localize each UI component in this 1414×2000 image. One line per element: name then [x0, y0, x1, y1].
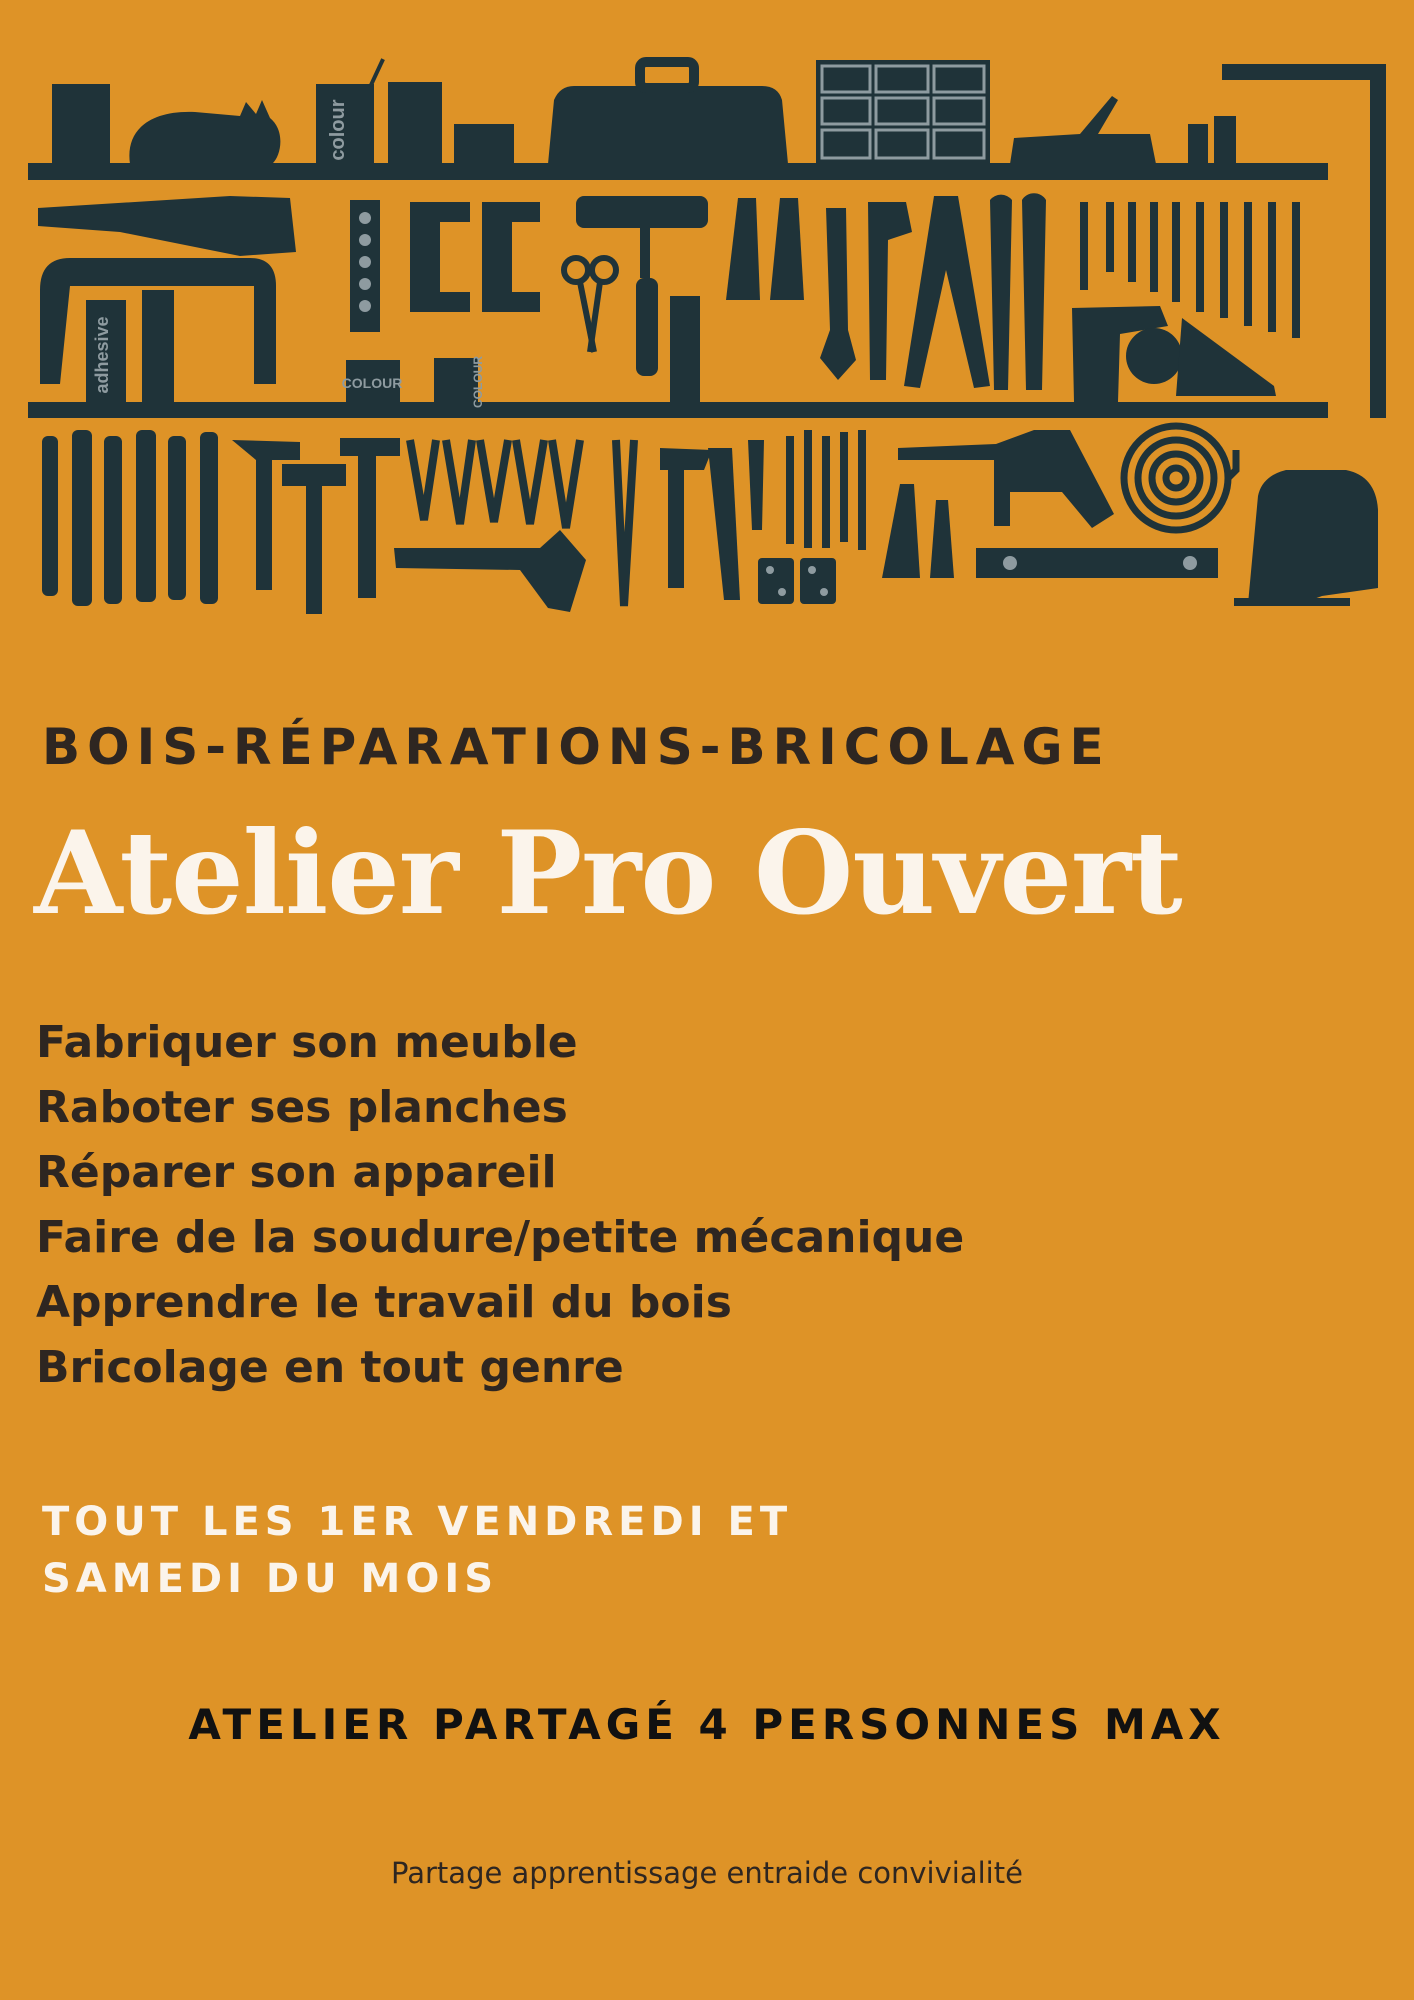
brush-icon: [726, 198, 760, 300]
pipe-wrench-icon: [868, 202, 912, 380]
chisel-set-icon: [42, 430, 218, 606]
activity-item: Bricolage en tout genre: [36, 1342, 624, 1393]
wrench-icon: [1022, 193, 1046, 390]
brush-icon: [770, 198, 804, 300]
tape-icon: [1126, 328, 1182, 384]
extension-cord-icon: [1124, 426, 1236, 530]
scissors-icon: [564, 258, 616, 352]
colour-label-3: COLOUR: [471, 356, 485, 408]
cat-icon: [129, 100, 280, 164]
activity-item: Faire de la soudure/petite mécanique: [36, 1212, 965, 1263]
middle-shelf-items: [38, 193, 1300, 408]
putty-knife-icon: [930, 500, 954, 578]
small-box-icon: [454, 124, 514, 164]
toolbox-icon: [548, 86, 788, 164]
schedule-text: TOUT LES 1ER VENDREDI ET SAMEDI DU MOIS: [42, 1499, 793, 1602]
top-shelf-items: [52, 58, 1236, 164]
activity-list: [36, 1010, 964, 1400]
axe-icon: [394, 530, 586, 612]
activity-item: Raboter ses planches: [36, 1082, 568, 1133]
can-icon: [388, 82, 442, 164]
colour-label-1: colour: [327, 99, 349, 161]
drill-bits-icon: [1176, 318, 1276, 396]
hammer-icon: [232, 440, 300, 590]
tools-banner: [0, 0, 1414, 640]
tagline: BOIS-RÉPARATIONS-BRICOLAGE: [42, 718, 1111, 776]
caliper-icon: [660, 448, 712, 588]
activity-item: Fabriquer son meuble: [36, 1017, 578, 1068]
paint-roller-icon: [576, 196, 708, 228]
hinge-icon: [758, 558, 836, 604]
power-drill-icon: [898, 430, 1114, 528]
hammer-icon: [340, 438, 400, 598]
saw-icon: [38, 196, 296, 256]
wrench-icon: [990, 195, 1012, 390]
c-clamp-icon: [410, 202, 470, 312]
screwdriver-icon: [748, 440, 764, 530]
bottle-icon: [1214, 116, 1236, 164]
bottle-icon: [1188, 124, 1208, 164]
screwdriver-set-icon: [786, 430, 866, 550]
colour-label-2: COLOUR: [341, 375, 403, 391]
footer-values: Partage apprentissage entraide convivialité: [391, 1856, 1023, 1890]
bottom-row-items: [42, 426, 1378, 614]
activity-item: Réparer son appareil: [36, 1147, 557, 1198]
c-clamp-icon: [482, 202, 540, 312]
adhesive-label: adhesive: [92, 316, 112, 394]
pliers-set-icon: [410, 440, 634, 606]
poster-title: Atelier Pro Ouvert: [34, 806, 1182, 940]
tongue-groove-pliers-icon: [708, 448, 740, 600]
hand-plane-icon: [1010, 96, 1156, 164]
activity-item: Apprendre le travail du bois: [36, 1277, 732, 1328]
bolt-cutter-icon: [904, 196, 990, 388]
organizer-icon: [816, 60, 990, 164]
capacity-notice: ATELIER PARTAGÉ 4 PERSONNES MAX: [188, 1700, 1226, 1749]
box-icon: [52, 84, 110, 164]
bottle-icon: [670, 296, 700, 402]
putty-knife-icon: [882, 484, 920, 578]
mallet-icon: [282, 464, 346, 614]
jigsaw-icon: [1248, 470, 1378, 604]
adjustable-wrench-icon: [820, 208, 856, 380]
